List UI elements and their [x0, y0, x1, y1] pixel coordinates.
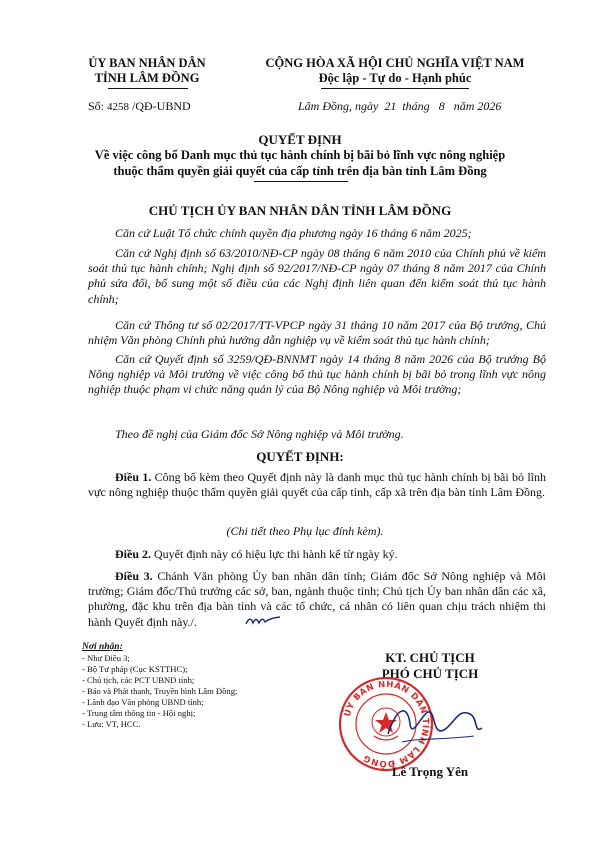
- recipient-item: - Lưu: VT, HCC.: [82, 719, 141, 729]
- nation-motto: Độc lập - Tự do - Hạnh phúc: [318, 71, 472, 85]
- article-2: [88, 547, 546, 562]
- article-3: [88, 569, 546, 630]
- article-3-label: Điều 3.: [115, 569, 153, 583]
- preamble-basis-2: Căn cứ Nghị định số 63/2010/NĐ-CP ngày 08 tháng 6 năm 2010 của Chính phủ về kiểm soát thủ tục hành chính; Nghị định số 92/2017/NĐ-CP ngày 07 tháng 8 năm 2017 của Chính phủ sửa đổi, bổ sung một số điều của các Nghị định liên quan đến kiểm soát thủ tục hành chính;: [88, 246, 546, 306]
- number-suffix: /QĐ-UBND: [132, 99, 191, 113]
- nation-title: CỘNG HÒA XÃ HỘI CHỦ NGHĨA VIỆT NAM: [265, 56, 525, 70]
- decision-title: QUYẾT ĐỊNH: [258, 132, 342, 147]
- preamble-basis-4: Căn cứ Quyết định số 3259/QĐ-BNNMT ngày 14 tháng 8 năm 2026 của Bộ trưởng Bộ Nông nghiệp và Môi trường về việc công bố thủ tục hành chính bị bãi bỏ trong lĩnh vực nông nghiệp thuộc phạm vi chức năng quản lý của Bộ Nông nghiệp và Môi trường;: [88, 352, 546, 397]
- article-1-label: Điều 1.: [115, 470, 152, 484]
- recipient-item: - Chủ tịch, các PCT UBND tỉnh;: [82, 675, 195, 685]
- date-month: 8: [438, 99, 445, 113]
- subject-underline: [254, 181, 348, 182]
- article-2-label: Điều 2.: [115, 547, 151, 561]
- number-prefix: Số:: [88, 99, 105, 113]
- preamble-basis-3: Căn cứ Thông tư số 02/2017/TT-VPCP ngày 31 tháng 10 năm 2017 của Bộ trưởng, Chủ nhiệm Văn phòng Chính phủ hướng dẫn nghiệp vụ về kiểm soát thủ tục hành chính;: [88, 318, 546, 348]
- issuing-org-line2: TỈNH LÂM ĐỒNG: [94, 71, 200, 85]
- number-value: 4258: [107, 101, 130, 113]
- recipients-block: [82, 641, 312, 730]
- document-number: [88, 99, 238, 115]
- recipient-item: - Bộ Tư pháp (Cục KSTTHC);: [82, 664, 188, 674]
- article-2-text: Quyết định này có hiệu lực thi hành kể từ ngày ký.: [151, 547, 398, 561]
- place-date-prefix: Lâm Đồng, ngày: [298, 99, 379, 113]
- preamble-proposal: Theo đề nghị của Giám đốc Sở Nông nghiệp và Môi trường.: [115, 427, 404, 441]
- handwritten-signature: [378, 694, 488, 754]
- decision-subject-line2: thuộc thẩm quyền giải quyết của cấp tỉnh trên địa bàn tỉnh Lâm Đồng: [113, 164, 487, 178]
- signature-subtitle: PHÓ CHỦ TỊCH: [381, 666, 479, 681]
- recipient-item: - Báo và Phát thanh, Truyền hình Lâm Đồng;: [82, 686, 238, 696]
- article-3-text: Chánh Văn phòng Ủy ban nhân dân tỉnh; Giám đốc Sở Nông nghiệp và Môi trường; Giám đốc/Thủ trưởng các sở, ban, ngành thuộc tỉnh; Chủ tịch Ủy ban nhân dân các xã, phường, đặc khu trên địa bàn tỉnh và các tổ chức, cá nhân có liên quan chịu trách nhiệm thi hành Quyết định này./.: [88, 569, 547, 629]
- recipient-item: - Như Điều 3;: [82, 653, 130, 663]
- org-underline: [108, 88, 188, 89]
- signer-name: Lê Trọng Yên: [391, 764, 469, 779]
- date-day: 21: [384, 99, 397, 113]
- initial-mark: [244, 612, 284, 628]
- appendix-note: (Chi tiết theo Phụ lục đính kèm).: [226, 524, 384, 538]
- date-year: năm 2026: [453, 99, 502, 113]
- decides-title: QUYẾT ĐỊNH:: [256, 449, 344, 464]
- recipients-title: Nơi nhận:: [82, 642, 123, 652]
- recipient-item: - Lãnh đạo Văn phòng UBND tỉnh;: [82, 697, 204, 707]
- place-date: [298, 99, 558, 114]
- motto-underline: [321, 88, 469, 89]
- decision-subject-line1: Về việc công bố Danh mục thủ tục hành chính bị bãi bỏ lĩnh vực nông nghiệp: [94, 148, 506, 162]
- svg-text:ỦY BAN NHÂN DÂN TỈNH LÂM ĐỒNG: ỦY BAN NHÂN DÂN TỈNH LÂM ĐỒNG: [342, 679, 431, 769]
- recipient-item: - Trung tâm thông tin - Hội nghị;: [82, 708, 196, 718]
- article-1: [88, 470, 546, 500]
- preamble-basis-1: Căn cứ Luật Tổ chức chính quyền địa phương ngày 16 tháng 6 năm 2025;: [115, 226, 472, 240]
- issuing-org-line1: ỦY BAN NHÂN DÂN: [88, 56, 206, 70]
- signature-title: KT. CHỦ TỊCH: [385, 650, 475, 665]
- issuing-authority: CHỦ TỊCH ỦY BAN NHÂN DÂN TỈNH LÂM ĐỒNG: [148, 203, 452, 218]
- date-month-word: tháng: [402, 99, 430, 113]
- article-1-text: Công bố kèm theo Quyết định này là danh mục thủ tục hành chính bị bãi bỏ lĩnh vực nông nghiệp thuộc thẩm quyền giải quyết của cấp tỉnh, cấp xã trên địa bàn tỉnh Lâm Đồng.: [88, 470, 546, 500]
